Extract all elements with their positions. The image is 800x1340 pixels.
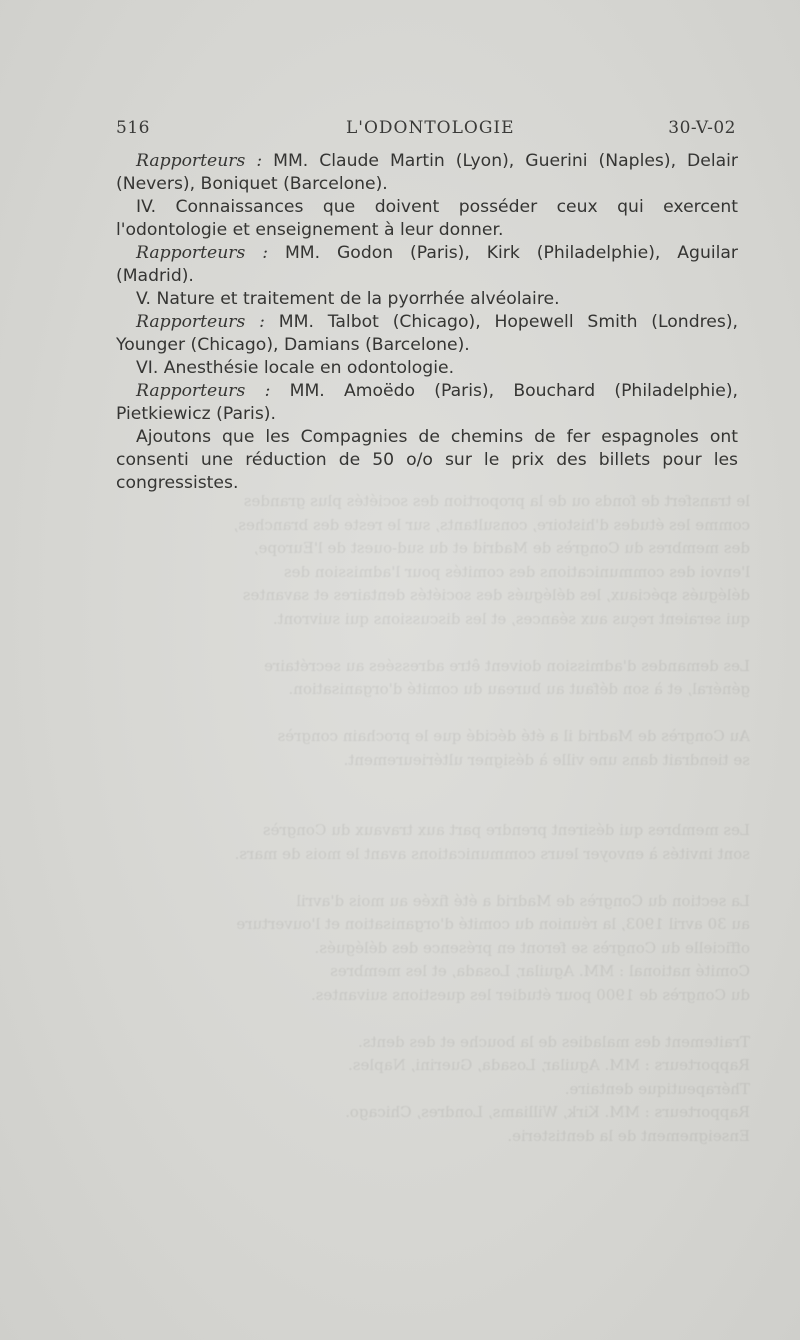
paragraph-text: MM. Talbot (Chicago), Hopewell Smith (Londres), Younger (Chicago), Damians (Barcelone). [116, 312, 738, 355]
paragraph-conclusion [116, 426, 738, 495]
journal-title: L'ODONTOLOGIE [346, 118, 515, 138]
paragraph-text: MM. Amoëdo (Paris), Bouchard (Philadelphie), Pietkiewicz (Paris). [116, 381, 738, 424]
page-number: 516 [116, 118, 150, 138]
paragraph-text: MM. Claude Martin (Lyon), Guerini (Naples), Delair (Nevers), Boniquet (Barcelone). [116, 151, 738, 194]
running-head [116, 118, 736, 142]
paragraph-rapporteurs-6 [116, 380, 738, 426]
rapporteurs-label: Rapporteurs : [136, 312, 265, 332]
paragraph-topic-6 [116, 357, 738, 380]
paragraph-rapporteurs-5 [116, 311, 738, 357]
paragraph-text: VI. Anesthésie locale en odontologie. [136, 358, 455, 378]
paragraph-topic-5 [116, 288, 738, 311]
show-through-text: le transfert de fonds ou de la proportion des sociétés plus grandes comme les études d'histoire, consultants, sur le reste des branches, des membres du Congrès de Madrid et du sud-ouest de l'Europe, l'envoi des communications des comités pour l'admission des délégués spéciaux, les délégués des sociétés dentaires et savantes qui seraient reçus aux séances, et les discussions qui suivront. Les demandes d'admission doivent être adressées au secrétaire général, et à son défaut au bureau du comité d'organisation. Au Congrès de Madrid il a été décidé que le prochain congrès se tiendrait dans une ville à désigner ultérieurement. Les membres qui désirent prendre part aux travaux du Congrès sont invités à envoyer leurs communications avant le mois de mars. La section du Congrès de Madrid a été fixée au mois d'avril au 30 avril 1903, la réunion du comité d'organisation et l'ouverture officielle du Congrès se feront en présence des délégués. Comité national : MM. Aguilar, Losada, et les membres du Congrès de 1900 pour étudier les questions suivantes. Traitement des maladies de la bouche et des dents. Rapporteurs : MM. Aguilar, Losada, Guerini, Naples. Thérapeutique dentaire. Rapporteurs : MM. Kirk, Williams, Londres, Chicago. Enseignement de la dentisterie. [233, 492, 750, 1145]
rapporteurs-label: Rapporteurs : [136, 243, 269, 263]
paragraph-rapporteurs-4 [116, 242, 738, 288]
paragraph-text: V. Nature et traitement de la pyorrhée alvéolaire. [136, 289, 560, 309]
rapporteurs-label: Rapporteurs : [136, 381, 271, 401]
paragraph-rapporteurs-3 [116, 150, 738, 196]
article-body [116, 150, 738, 495]
paragraph-topic-4 [116, 196, 738, 242]
paragraph-text: Ajoutons que les Compagnies de chemins de fer espagnoles ont consenti une réduction de 50 o/o sur le prix des billets pour les congressistes. [116, 427, 738, 493]
paragraph-text: IV. Connaissances que doivent posséder ceux qui exercent l'odontologie et enseignement à leur donner. [116, 197, 738, 240]
issue-date: 30-V-02 [668, 118, 736, 138]
rapporteurs-label: Rapporteurs : [136, 151, 263, 171]
paragraph-text: MM. Godon (Paris), Kirk (Philadelphie), Aguilar (Madrid). [116, 243, 738, 286]
